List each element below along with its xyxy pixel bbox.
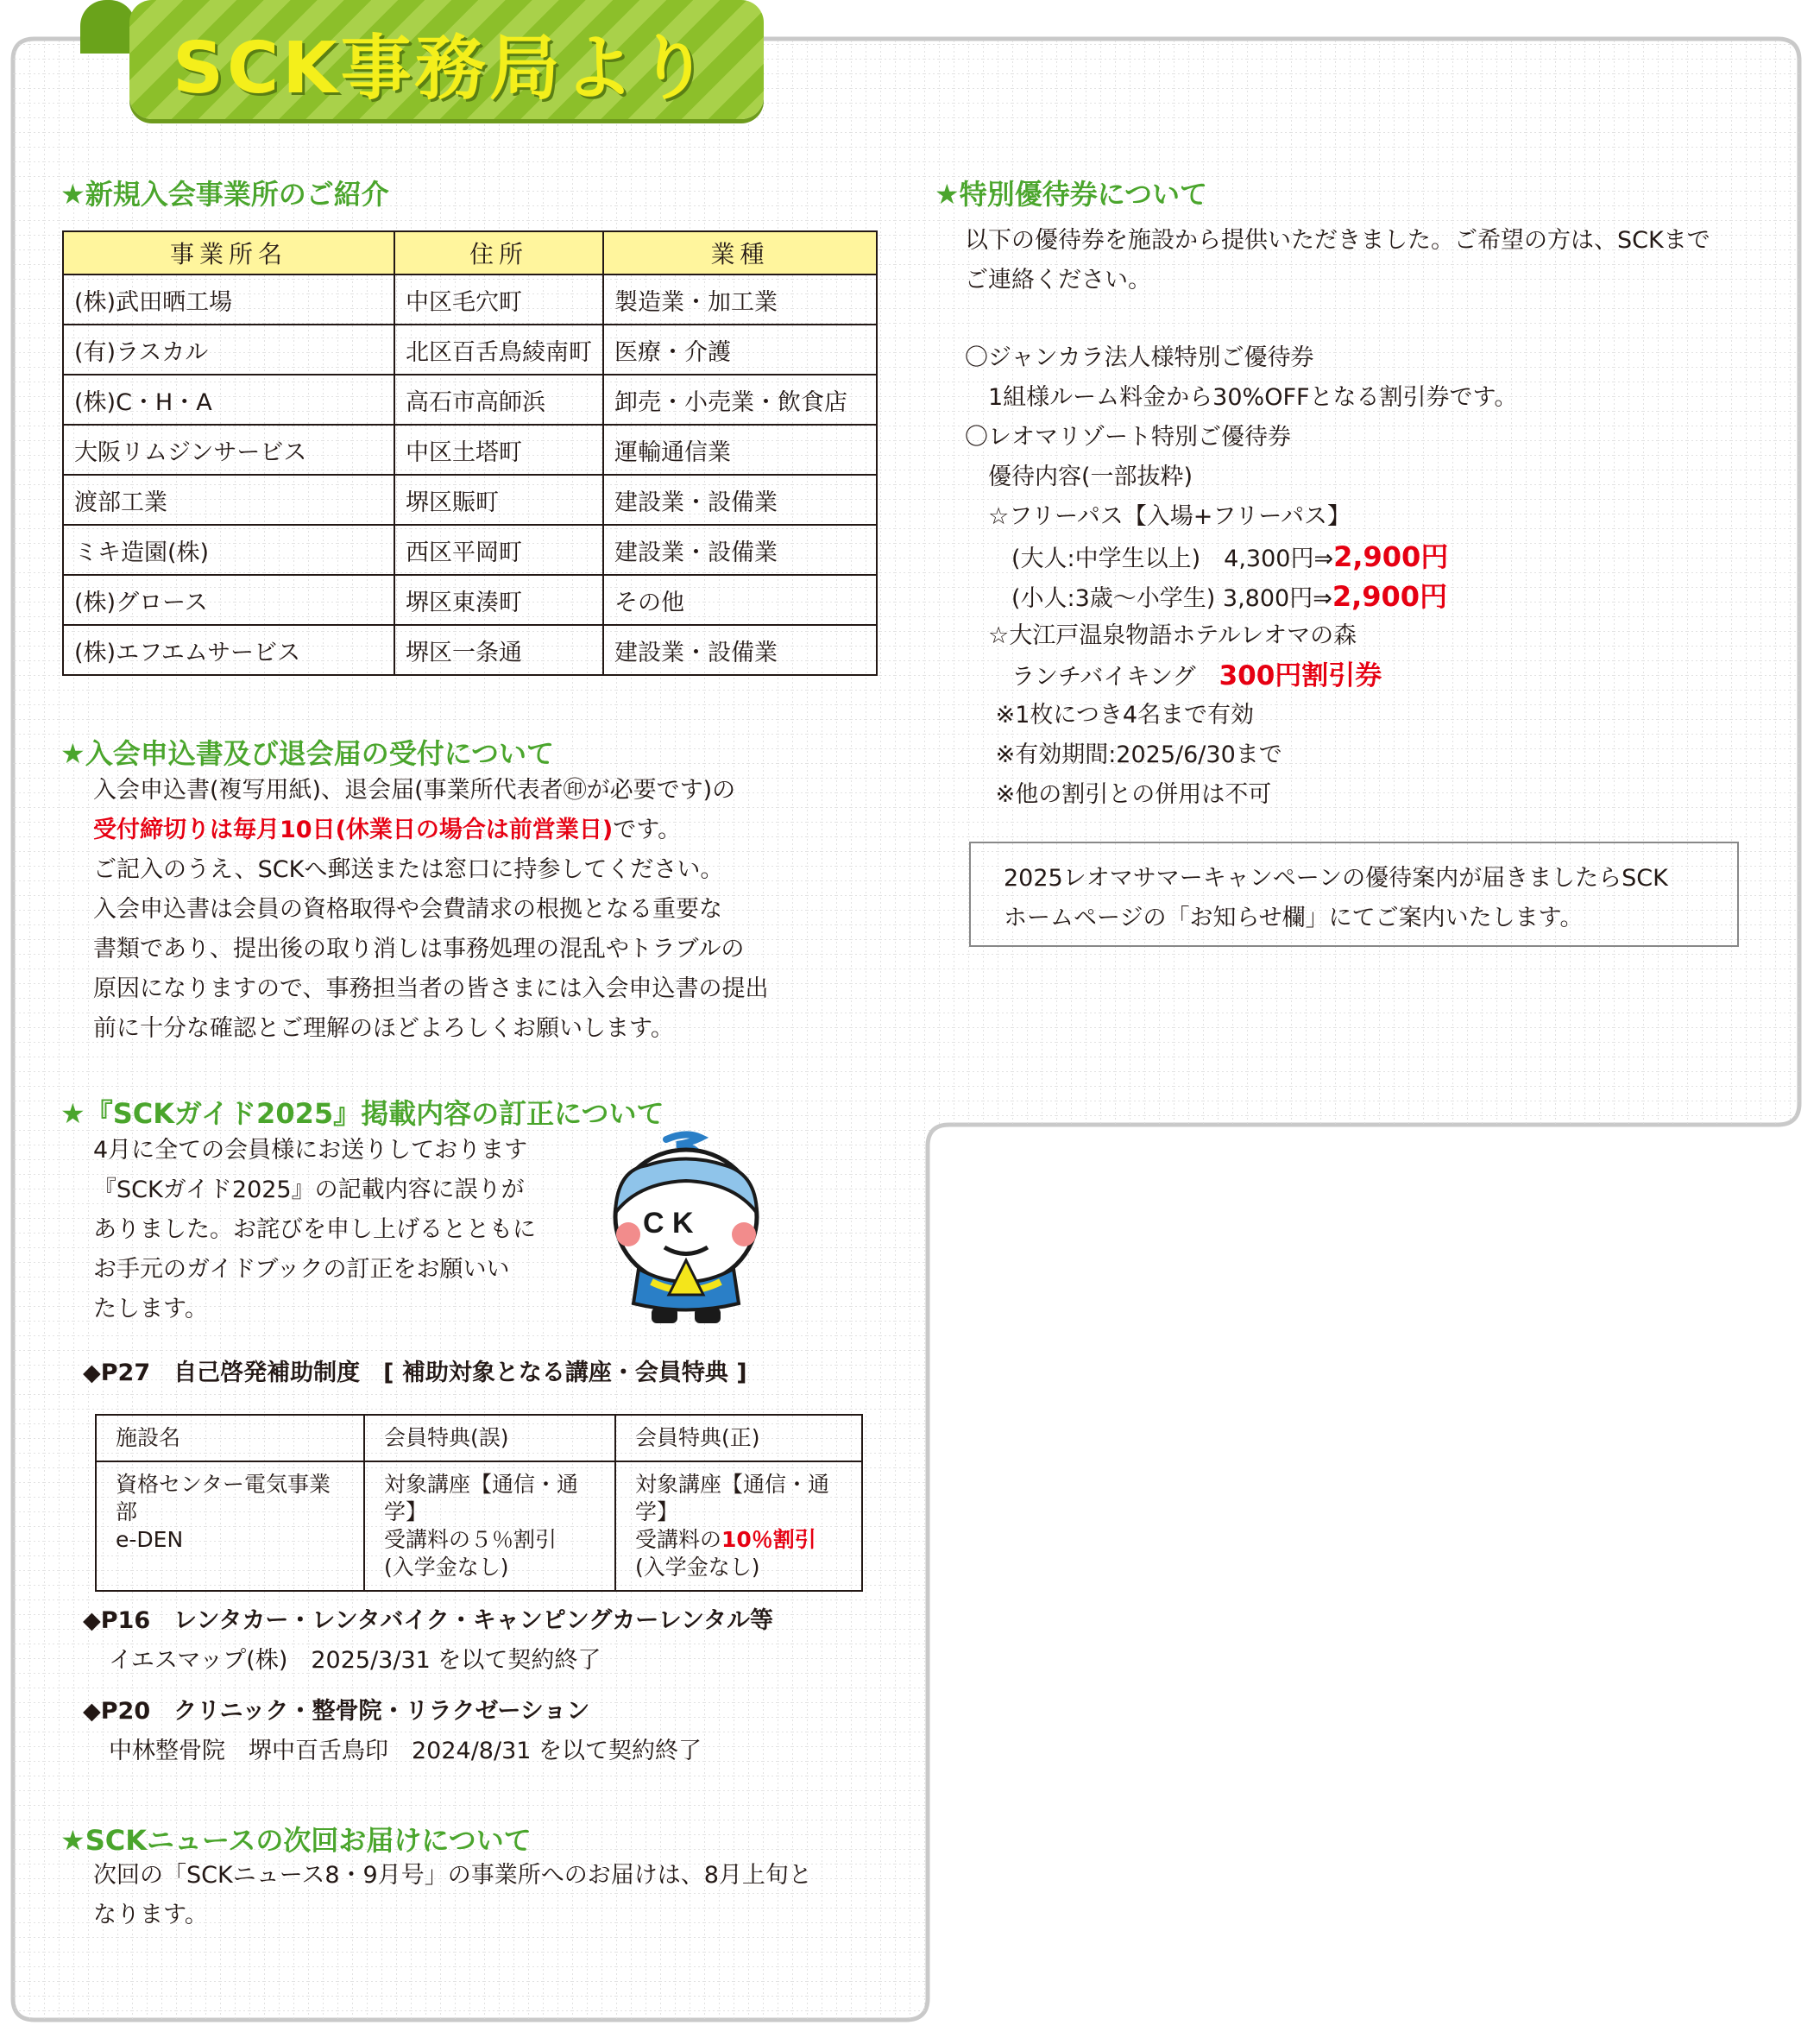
facility-cell: 資格センター電気事業部 e-DEN — [96, 1461, 364, 1591]
cell: (有)ラスカル — [63, 325, 394, 375]
cell: (株)C・H・A — [63, 375, 394, 425]
child-label: (小人:3歳～小学生) 3,800円⇒ — [965, 585, 1332, 612]
correction-heading: ★『SCKガイド2025』掲載内容の訂正について — [60, 1097, 664, 1130]
jankara-voucher: 〇ジャンカラ法人様特別ご優待券 1組様ルーム料金から30%OFFとなる割引券です。 — [965, 344, 1518, 411]
voucher-notes: ※1枚につき4名まで有効 ※有効期間:2025/6/30まで ※他の割引との併用は不可 — [995, 702, 1282, 808]
cell: 中区土塔町 — [394, 425, 603, 475]
notice-box — [969, 842, 1739, 947]
membership-heading: ★入会申込書及び退会届の受付について — [60, 737, 555, 770]
membership-deadline-line — [93, 811, 681, 850]
cell: 高石市高師浜 — [394, 375, 603, 425]
table-row — [63, 274, 877, 325]
notice-text: 2025レオマサマーキャンペーンの優待案内が届きましたらSCK ホームページの「お知らせ欄」にてご案内いたします。 — [1004, 865, 1668, 931]
cell: 大阪リムジンサービス — [63, 425, 394, 475]
cell: 堺区賑町 — [394, 475, 603, 525]
header-tab-bump — [80, 0, 135, 54]
new-members-heading: ★新規入会事業所のご紹介 — [60, 178, 389, 211]
page-title: SCK事務局より — [173, 28, 712, 110]
table-row — [96, 1461, 862, 1591]
p16-body: イエスマップ(株) 2025/3/31 を以て契約終了 — [109, 1647, 601, 1674]
hotel-line — [965, 616, 1382, 697]
voucher-intro: 以下の優待券を施設から提供いただきました。ご希望の方は、SCKまで ご連絡ください。 — [965, 227, 1710, 293]
cell: 中区毛穴町 — [394, 274, 603, 325]
table-row — [63, 325, 877, 375]
cell: 渡部工業 — [63, 475, 394, 525]
p16-title: ◆P16 レンタカー・レンタバイク・キャンピングカーレンタル等 — [83, 1607, 773, 1634]
column-header: 会員特典(正) — [615, 1415, 862, 1461]
child-price-line — [965, 577, 1447, 619]
child-price: 2,900円 — [1332, 580, 1448, 613]
cell: 卸売・小売業・飲食店 — [603, 375, 877, 425]
correct-benefit-post: (入学金なし) — [635, 1555, 760, 1580]
table-row — [63, 625, 877, 675]
table-header-row — [96, 1415, 862, 1461]
wrong-benefit-cell: 対象講座【通信・通学】 受講料の５％割引 (入学金なし) — [364, 1461, 615, 1591]
cell: (株)グロース — [63, 575, 394, 625]
news-heading: ★SCKニュースの次回お届けについて — [60, 1824, 532, 1857]
hotel-label: ☆大江戸温泉物語ホテルレオマの森 ランチバイキング — [987, 622, 1357, 691]
correct-benefit-cell — [615, 1461, 862, 1591]
correct-benefit-pre: 対象講座【通信・通学】 受講料の — [635, 1472, 830, 1552]
mascot-letters: C K — [643, 1207, 694, 1240]
cell: 運輸通信業 — [603, 425, 877, 475]
adult-label: (大人:中学生以上) 4,300円⇒ — [965, 546, 1334, 572]
column-header: 事業所名 — [63, 231, 394, 274]
column-header: 施設名 — [96, 1415, 364, 1461]
cell: 堺区東湊町 — [394, 575, 603, 625]
voucher-heading: ★特別優待券について — [935, 178, 1208, 211]
new-members-table — [62, 230, 878, 676]
table-row — [63, 425, 877, 475]
cell: 建設業・設備業 — [603, 625, 877, 675]
correct-discount: 10％割引 — [721, 1527, 816, 1552]
p20-body: 中林整骨院 堺中百舌鳥印 2024/8/31 を以て契約終了 — [109, 1738, 702, 1764]
cell: (株)武田晒工場 — [63, 274, 394, 325]
membership-body: ご記入のうえ、SCKへ郵送または窓口に持参してください。 入会申込書は会員の資格取得や会費請求の根拠となる重要な 書類であり、提出後の取り消しは事務処理の混乱やトラブルの 原因になりますので、事務担当者の皆さまには入会申込書の提出 前に十分な確認とご理解のほどよろしくお願いします。 — [93, 856, 769, 1042]
cell: 堺区一条通 — [394, 625, 603, 675]
reoma-voucher: 〇レオマリゾート特別ご優待券 優待内容(一部抜粋) ☆フリーパス【入場+フリーパス】 — [965, 424, 1351, 530]
adult-price: 2,900円 — [1333, 540, 1449, 573]
table-row — [63, 525, 877, 575]
table-row — [63, 475, 877, 525]
correction-body: 4月に全ての会員様にお送りしております 『SCKガイド2025』の記載内容に誤りが ありました。お詫びを申し上げるとともに お手元のガイドブックの訂正をお願いい たします。 — [93, 1137, 536, 1322]
membership-line1: 入会申込書(複写用紙)、退会届(事業所代表者㊞が必要です)の — [93, 777, 736, 804]
column-header: 会員特典(誤) — [364, 1415, 615, 1461]
cell: 北区百舌鳥綾南町 — [394, 325, 603, 375]
hotel-discount: 300円割引券 — [1219, 660, 1382, 691]
deadline-suffix: です。 — [613, 817, 682, 843]
p27-title: ◆P27 自己啓発補助制度 [ 補助対象となる講座・会員特典 ] — [83, 1360, 747, 1386]
news-body: 次回の「SCKニュース8・9月号」の事業所へのお届けは、8月上旬と なります。 — [93, 1862, 812, 1928]
cell: 西区平岡町 — [394, 525, 603, 575]
table-header-row — [63, 231, 877, 274]
cell: 建設業・設備業 — [603, 525, 877, 575]
cell: (株)エフエムサービス — [63, 625, 394, 675]
table-row — [63, 575, 877, 625]
cell: 建設業・設備業 — [603, 475, 877, 525]
adult-price-line — [965, 537, 1448, 579]
cell: 医療・介護 — [603, 325, 877, 375]
correction-table — [95, 1414, 863, 1592]
sck-mascot-image — [604, 1131, 768, 1329]
deadline-text: 受付締切りは毎月10日(休業日の場合は前営業日) — [93, 817, 614, 843]
cell: 製造業・加工業 — [603, 274, 877, 325]
column-header: 住所 — [394, 231, 603, 274]
cell: その他 — [603, 575, 877, 625]
p20-title: ◆P20 クリニック・整骨院・リラクゼーション — [83, 1698, 590, 1725]
column-header: 業種 — [603, 231, 877, 274]
cell: ミキ造園(株) — [63, 525, 394, 575]
table-row — [63, 375, 877, 425]
